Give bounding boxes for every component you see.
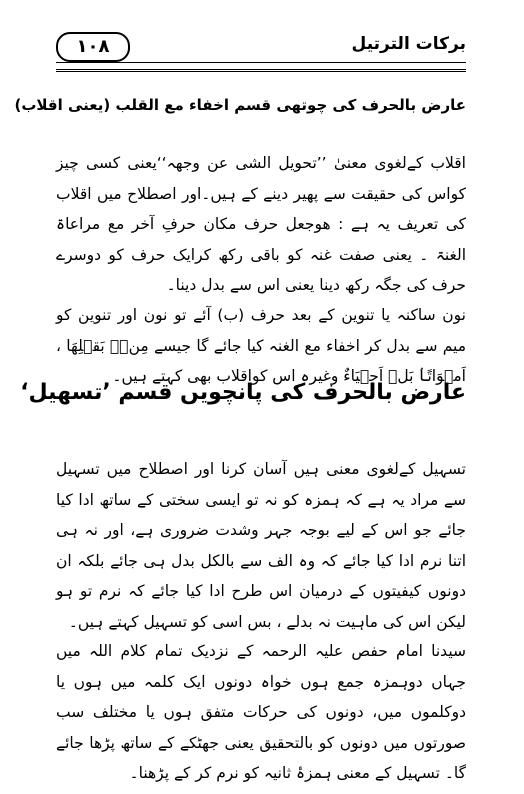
paragraph-tasheel-definition: تسہیل کےلغوی معنی ہیں آسان کرنا اور اصطلاح میں تسہیل سے مراد یہ ہے کہ ہمزہ کو نہ تو ایسی سختی کے ساتھ ادا کیا جائے جو اس کے لیے بوجہ جہر وشدت ضروری ہے، اور نہ ہی اتنا نرم ادا کیا جائے کہ وہ الف سے بالکل بدل ہی جائے بلکہ ان دونوں کیفیتوں کے درمیان اس طرح ادا کیا جائے کہ نرم تو ہو لیکن اس کی ماہیت نہ بدلے ، بس اسی کو تسہیل کہتے ہیں۔ — [56, 460, 466, 631]
paragraph-iqlab-definition: اقلاب کےلغوی معنیٰ ’’تحویل الشی عن وجھہ‘‘یعنی کسی چیز کواس کی حقیقت سے پھیر دینے کے ہیں۔اور اصطلاح میں اقلاب کی تعریف یہ ہے : ھوجعل حرف مکان حرفِ آخر مع مراعاۃ الغنۃ ۔ یعنی صفت غنہ کو باقی رکھ کرایک حرف کو دوسرے حرف کی جگہ رکھ دینا یعنی اس سے بدل دینا۔ — [56, 154, 466, 294]
running-title: برکات الترتیل — [351, 34, 466, 54]
section-heading-tasheel: عارض بالحرف کی پانچویں قسم ’تسھیل‘ — [20, 380, 466, 405]
header-rule — [56, 62, 466, 72]
page-header — [56, 32, 466, 66]
paragraph-iqlab-rule: نون ساکنہ یا تنوین کے بعد حرف (ب) آئے تو نون اور تنوین کو میم سے بدل کر اخفاء مع الغنہ کیا جائے گا جیسے مِنۡۢ بَقۡلِهَا ، اَمۡوَاتًاۢ بَلۡ اَحۡيَاءٌ وغیرہ اس کواقلاب بھی کہتے ہیں۔ — [56, 306, 466, 385]
section-heading-iqlab: عارض بالحرف کی چوتھی قسم اخفاء مع القلب (یعنی اقلاب) — [14, 96, 466, 114]
page-number: ۱۰۸ — [56, 32, 130, 62]
paragraph-tasheel-rule: سیدنا امام حفص علیہ الرحمہ کے نزدیک تمام کلام اللہ میں جہاں دوہمزہ جمع ہوں خواہ دونوں ایک کلمہ میں ہوں یا دوکلموں میں، دونوں کی حرکات متفق ہوں یا مختلف سب صورتوں میں دونوں کو بالتحقیق یعنی جھٹکے کے ساتھ پڑھا جائے گا۔ تسہیل کے معنی ہمزۂ ثانیہ کو نرم کر کے پڑھنا۔ — [56, 642, 466, 782]
